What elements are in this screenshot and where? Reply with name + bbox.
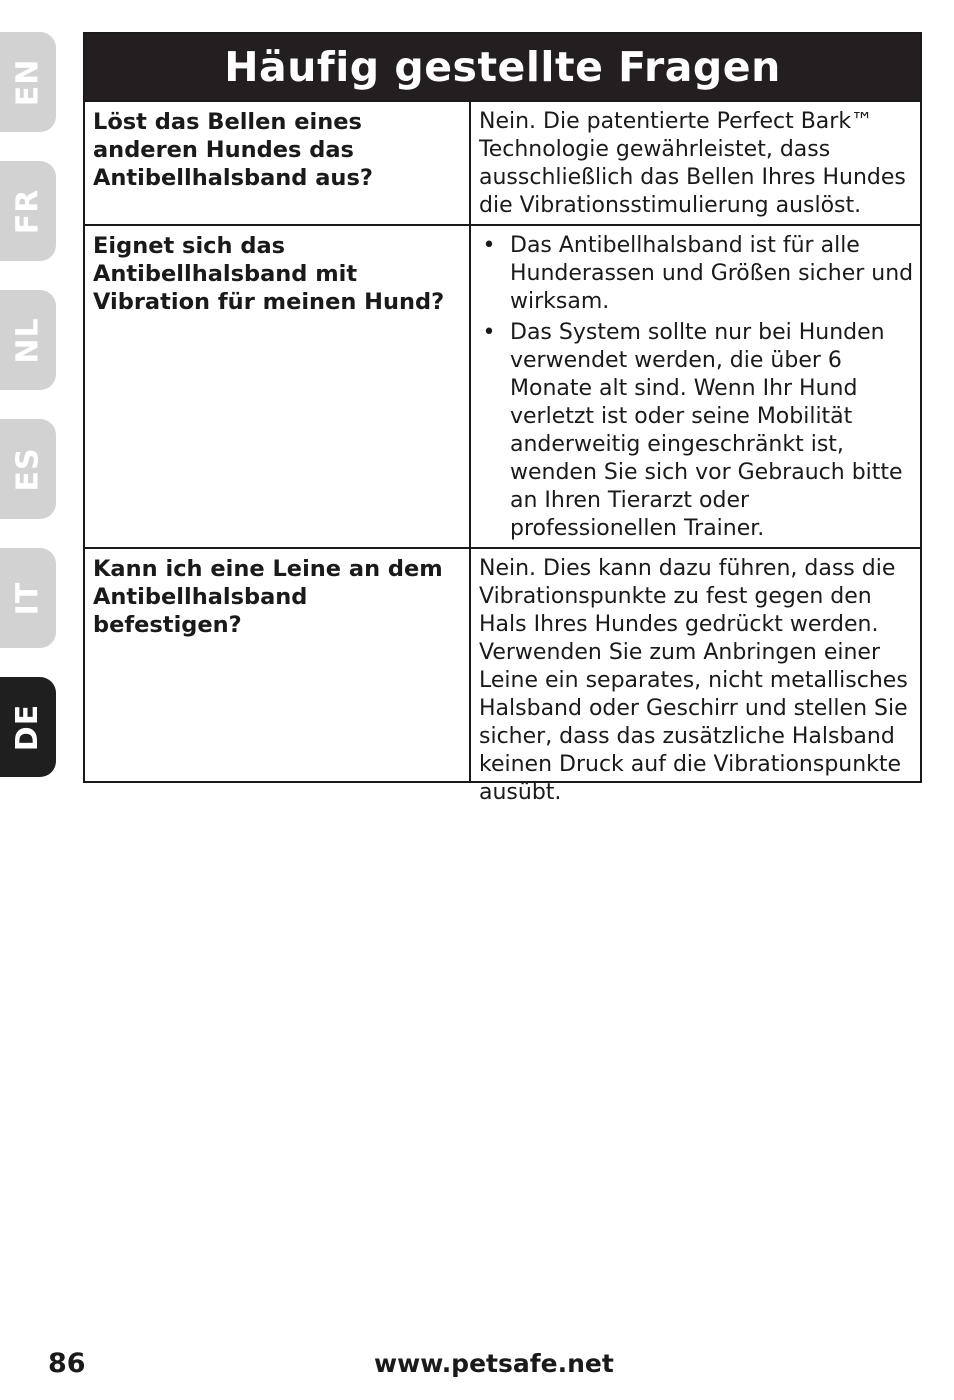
language-tab-label: FR bbox=[10, 188, 46, 234]
list-item bbox=[479, 319, 914, 543]
list-item bbox=[479, 232, 914, 316]
faq-answer: Nein. Dies kann dazu führen, dass die Vibrationspunkte zu fest gegen den Hals Ihres Hundes gedrückt werden. Verwenden Sie zum Anbringen einer Leine ein separates, nicht metallisches Halsband oder Geschirr und stellen Sie sicher, dass das zusätzliche Halsband keinen Druck auf die Vibrationspunkte ausübt. bbox=[479, 556, 908, 805]
language-tab-label: EN bbox=[10, 58, 46, 106]
faq-row bbox=[85, 224, 920, 547]
language-tab-label: NL bbox=[10, 316, 46, 364]
faq-question: Kann ich eine Leine an dem Antibellhalsband befestigen? bbox=[85, 549, 471, 781]
language-tab-label: DE bbox=[10, 703, 46, 751]
bullet-icon: • bbox=[482, 320, 496, 345]
faq-answer: Nein. Die patentierte Perfect Bark™ Technologie gewährleistet, dass ausschließlich das Bellen Ihres Hundes die Vibrationsstimulierung auslöst. bbox=[479, 109, 906, 218]
language-tab-fr[interactable] bbox=[0, 161, 56, 261]
language-tab-label: ES bbox=[10, 446, 46, 492]
list-item-text: Das System sollte nur bei Hunden verwendet werden, die über 6 Monate alt sind. Wenn Ihr Hund verletzt ist oder seine Mobilität anderweitig eingeschränkt ist, wenden Sie sich vor Gebrauch bitte an Ihren Tierarzt oder professionellen Trainer. bbox=[510, 320, 903, 541]
page-number: 86 bbox=[48, 1348, 86, 1379]
bullet-icon: • bbox=[482, 233, 496, 258]
faq-question: Löst das Bellen eines anderen Hundes das Antibellhalsband aus? bbox=[85, 102, 471, 224]
faq-header bbox=[85, 34, 920, 100]
language-tab-en[interactable] bbox=[0, 32, 56, 132]
footer-url[interactable]: www.petsafe.net bbox=[374, 1349, 614, 1378]
faq-answer-list bbox=[479, 232, 914, 543]
language-tab-label: IT bbox=[10, 581, 46, 615]
language-tab-it[interactable] bbox=[0, 548, 56, 648]
language-tab-es[interactable] bbox=[0, 419, 56, 519]
faq-row bbox=[85, 100, 920, 224]
faq-row bbox=[85, 547, 920, 805]
list-item-text: Das Antibellhalsband ist für alle Hunderassen und Größen sicher und wirksam. bbox=[510, 233, 914, 314]
language-tab-nl[interactable] bbox=[0, 290, 56, 390]
language-tab-de[interactable] bbox=[0, 677, 56, 777]
faq-answer bbox=[471, 226, 920, 547]
faq-table bbox=[83, 32, 922, 805]
page-title: Häufig gestellte Fragen bbox=[224, 43, 781, 91]
faq-question: Eignet sich das Antibellhalsband mit Vibration für meinen Hund? bbox=[85, 226, 471, 547]
